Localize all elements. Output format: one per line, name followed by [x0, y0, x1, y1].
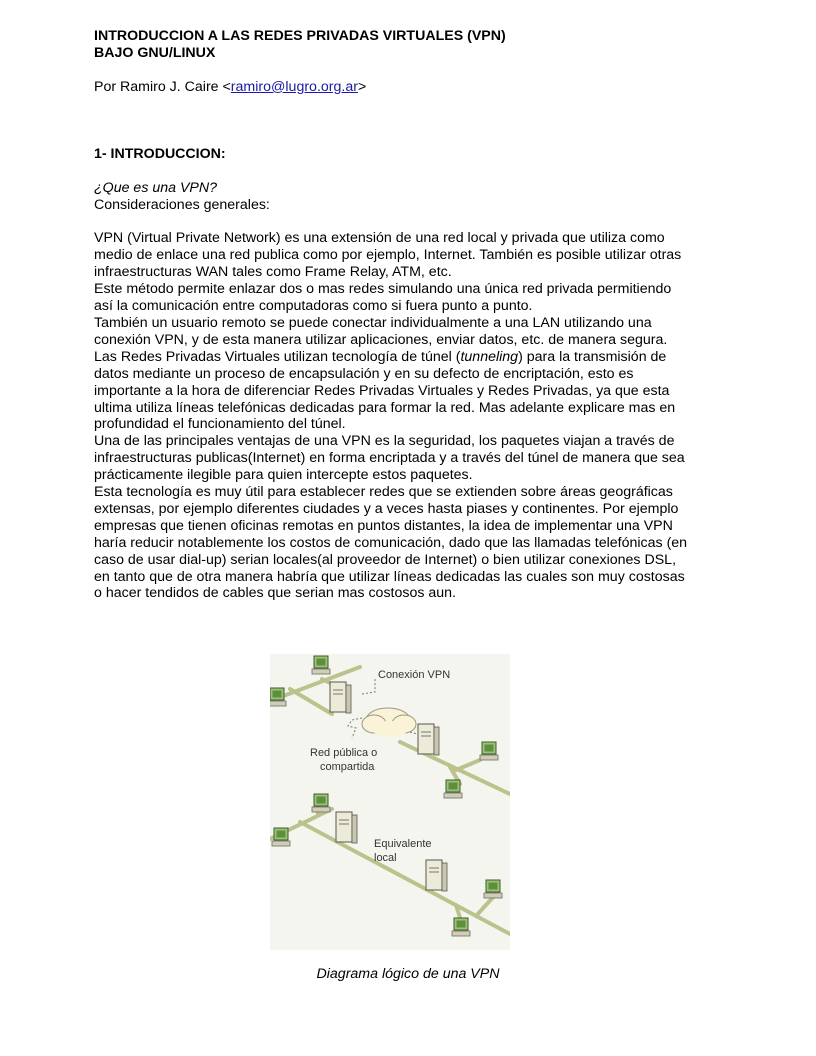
pc-icon — [452, 918, 470, 936]
pc-icon — [312, 794, 330, 812]
pc-icon — [480, 742, 498, 760]
section-heading: 1- INTRODUCCION: — [94, 145, 226, 162]
title-line-2: BAJO GNU/LINUX — [94, 44, 216, 61]
vpn-diagram-svg — [270, 654, 510, 950]
pc-icon — [444, 780, 462, 798]
server-icon — [418, 724, 439, 755]
document-body — [94, 28, 694, 602]
document-title — [94, 28, 694, 62]
paragraph-4-text-a: Las Redes Privadas Virtuales utilizan tecnología de túnel ( — [94, 348, 461, 365]
vpn-callout-line — [362, 679, 375, 694]
pc-icon — [312, 656, 330, 674]
paragraph-4-text-b: ) para la transmisión de datos mediante un proceso de encapsulación y en su defecto de encriptación, esto es importante a la hora de diferenciar Redes Privadas Virtuales y Redes Privadas, ya que esta ultima utiliza líneas telefónicas dedicadas para formar la red. Mas adelante explicare mas en profundidad el funcionamiento del túnel. — [94, 348, 676, 433]
server-icon — [330, 682, 351, 713]
figure-caption: Diagrama lógico de una VPN — [316, 966, 500, 982]
label-local-equivalent-2: local — [374, 852, 397, 864]
network-cables — [270, 667, 510, 934]
public-network-cloud-icon — [362, 708, 416, 737]
vpn-diagram — [270, 654, 510, 950]
pc-icon — [484, 880, 502, 898]
byline-suffix: > — [357, 78, 367, 95]
paragraph-1: VPN (Virtual Private Network) es una extensión de una red local y privada que utiliza como medio de enlace una red publica como por ejemplo, Internet. También es posible utilizar otras infraestructuras WAN tales como Frame Relay, ATM, etc. — [94, 230, 682, 281]
author-email-link[interactable]: ramiro@lugro.org.ar — [230, 78, 358, 95]
label-local-equivalent-1: Equivalente — [374, 838, 432, 850]
server-icon — [426, 860, 447, 891]
pc-icon — [272, 828, 290, 846]
label-public-network-2: compartida — [320, 761, 375, 773]
section-subheading: Consideraciones generales: — [94, 196, 270, 213]
server-icon — [336, 812, 357, 843]
paragraph-6: Esta tecnología es muy útil para establecer redes que se extienden sobre áreas geográficas extensas, por ejemplo diferentes ciudades y a veces hasta piases y continentes. Por ejemplo empresas que tienen oficinas remotas en puntos distantes, la idea de implementar una VPN haría reducir notablemente los costos de comunicación, dado que las llamadas telefónicas (en caso de usar dial-up) serian locales(al proveedor de Internet) o bien utilizar conexiones DSL, en tanto que de otra manera habría que utilizar líneas dedicadas las cuales son muy costosas o hacer tendidos de cables que serian mas costosos aun. — [94, 484, 688, 602]
title-line-1: INTRODUCCION A LAS REDES PRIVADAS VIRTUALES (VPN) — [94, 28, 506, 44]
label-public-network-1: Red pública o — [310, 747, 378, 759]
paragraph-2: Este método permite enlazar dos o mas redes simulando una única red privada permitiendo así la comunicación entre computadoras como si fuera punto a punto. — [94, 281, 672, 315]
paragraph-5: Una de las principales ventajas de una VPN es la seguridad, los paquetes viajan a través de infraestructuras publicas(Internet) en forma encriptada y a través del túnel de manera que sea prácticamente ilegible para quien intercepte estos paquetes. — [94, 433, 685, 484]
label-vpn-connection: Conexión VPN — [378, 669, 451, 681]
section-question: ¿Que es una VPN? — [94, 179, 218, 196]
paragraph-4 — [94, 349, 694, 434]
paragraph-3: También un usuario remoto se puede conectar individualmente a una LAN utilizando una conexión VPN, y de esta manera utilizar aplicaciones, enviar datos, etc. de manera segura. — [94, 314, 668, 348]
tunnel-line — [348, 718, 362, 738]
author-byline — [94, 79, 694, 96]
byline-prefix: Por Ramiro J. Caire < — [94, 78, 231, 95]
paragraph-4-italic-term: tunneling — [460, 348, 519, 365]
pc-icon — [270, 688, 286, 706]
